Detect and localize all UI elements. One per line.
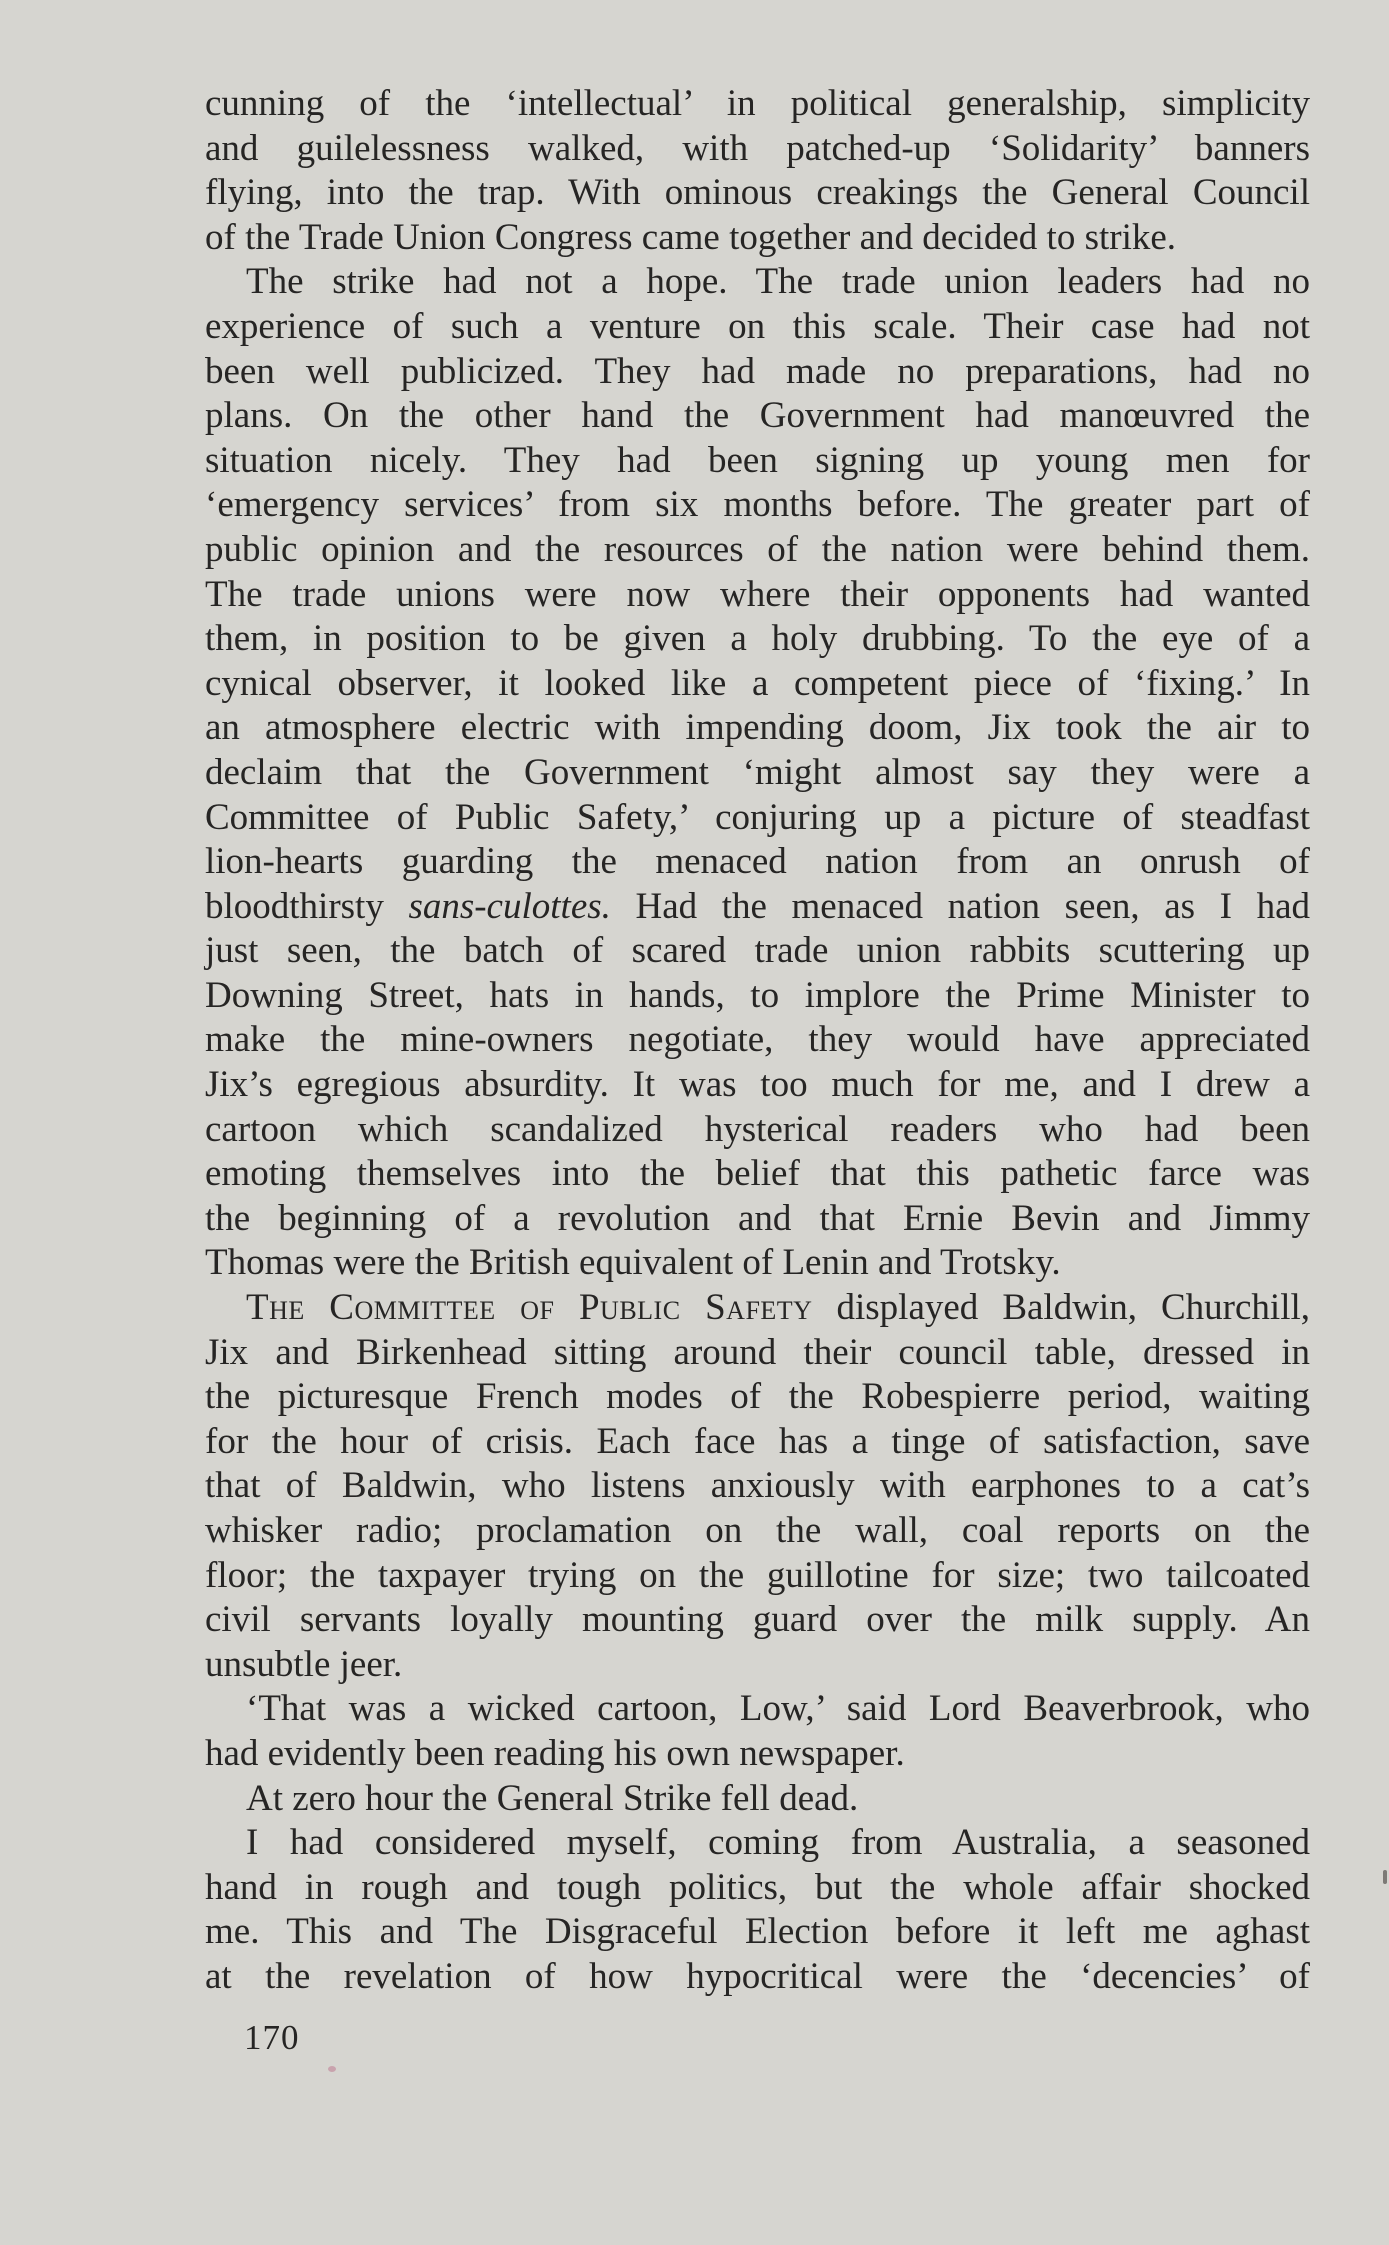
text-line: me. This and The Disgraceful Election before it left me aghast — [205, 1911, 1310, 1953]
text-line: of the Trade Union Congress came together and decided to strike. — [205, 216, 1177, 258]
text-line: ‘emergency services’ from six months before. The greater part of — [205, 484, 1310, 526]
text-line: the beginning of a revolution and that Ernie Bevin and Jimmy — [205, 1197, 1310, 1239]
text-line: hand in rough and tough politics, but the whole affair shocked — [205, 1866, 1310, 1908]
text-line: an atmosphere electric with impending doom, Jix took the air to — [205, 707, 1310, 749]
text-line: Committee of Public Safety,’ conjuring up a picture of steadfast — [205, 796, 1310, 838]
text-line: situation nicely. They had been signing up young men for — [205, 439, 1310, 481]
text-line: flying, into the trap. With ominous creakings the General Council — [205, 172, 1310, 214]
text-line: and guilelessness walked, with patched-up ‘Solidarity’ banners — [205, 127, 1310, 169]
text-line: make the mine-owners negotiate, they would have appreciated — [205, 1019, 1310, 1061]
text-line: Jix and Birkenhead sitting around their council table, dressed in — [205, 1331, 1310, 1373]
paragraph-start-line: I had considered myself, coming from Australia, a seasoned — [246, 1822, 1310, 1864]
text-line: just seen, the batch of scared trade union rabbits scuttering up — [205, 930, 1310, 972]
text-segment: bloodthirsty — [205, 885, 409, 927]
paper-speck — [328, 2066, 336, 2072]
paragraph-start-line: ‘That was a wicked cartoon, Low,’ said Lord Beaverbrook, who — [246, 1688, 1310, 1730]
page-number: 170 — [244, 2018, 300, 2057]
text-line: The trade unions were now where their opponents had wanted — [205, 573, 1310, 615]
text-line: experience of such a venture on this scale. Their case had not — [205, 305, 1310, 347]
text-line: cartoon which scandalized hysterical readers who had been — [205, 1108, 1310, 1150]
text-line: at the revelation of how hypocritical were the ‘decencies’ of — [205, 1955, 1310, 1997]
text-line: Downing Street, hats in hands, to implore the Prime Minister to — [205, 974, 1310, 1016]
text-line: cunning of the ‘intellectual’ in political generalship, simplicity — [205, 83, 1310, 124]
text-line: emoting themselves into the belief that this pathetic farce was — [205, 1153, 1310, 1195]
text-line: the picturesque French modes of the Robespierre period, waiting — [205, 1376, 1310, 1418]
text-line: them, in position to be given a holy drubbing. To the eye of a — [205, 618, 1310, 660]
text-line: plans. On the other hand the Government had manœuvred the — [205, 395, 1310, 437]
text-line: cynical observer, it looked like a competent piece of ‘fixing.’ In — [205, 662, 1310, 704]
text-line: floor; the taxpayer trying on the guillotine for size; two tailcoated — [205, 1554, 1310, 1596]
text-line: civil servants loyally mounting guard over the milk supply. An — [205, 1599, 1310, 1641]
paper-speck — [1383, 1870, 1387, 1884]
text-line: unsubtle jeer. — [205, 1643, 403, 1685]
text-line: Thomas were the British equivalent of Lenin and Trotsky. — [205, 1242, 1061, 1284]
text-line: declaim that the Government ‘might almost say they were a — [205, 751, 1310, 793]
text-segment: displayed Baldwin, Churchill, — [812, 1287, 1310, 1329]
paragraph-start-line — [205, 1286, 1310, 1331]
text-line: been well publicized. They had made no preparations, had no — [205, 350, 1310, 392]
text-line: Jix’s egregious absurdity. It was too much for me, and I drew a — [205, 1064, 1310, 1106]
text-line: that of Baldwin, who listens anxiously with earphones to a cat’s — [205, 1465, 1310, 1507]
text-line: lion-hearts guarding the menaced nation from an onrush of — [205, 841, 1310, 883]
text-line: public opinion and the resources of the nation were behind them. — [205, 528, 1310, 570]
italic-term: sans-culottes. — [408, 885, 611, 927]
text-segment: Had the menaced nation seen, as I had — [610, 885, 1310, 927]
page-body — [205, 82, 1310, 2000]
cartoon-title: The Committee of Public Safety — [246, 1287, 813, 1329]
text-line: had evidently been reading his own newspaper. — [205, 1732, 905, 1774]
text-line: for the hour of crisis. Each face has a tinge of satisfaction, save — [205, 1420, 1310, 1462]
paragraph-start-line: At zero hour the General Strike fell dead. — [246, 1777, 859, 1819]
text-line: whisker radio; proclamation on the wall, coal reports on the — [205, 1510, 1310, 1551]
text-line-with-italic — [205, 885, 1310, 930]
paragraph-start-line: The strike had not a hope. The trade union leaders had no — [246, 261, 1310, 303]
